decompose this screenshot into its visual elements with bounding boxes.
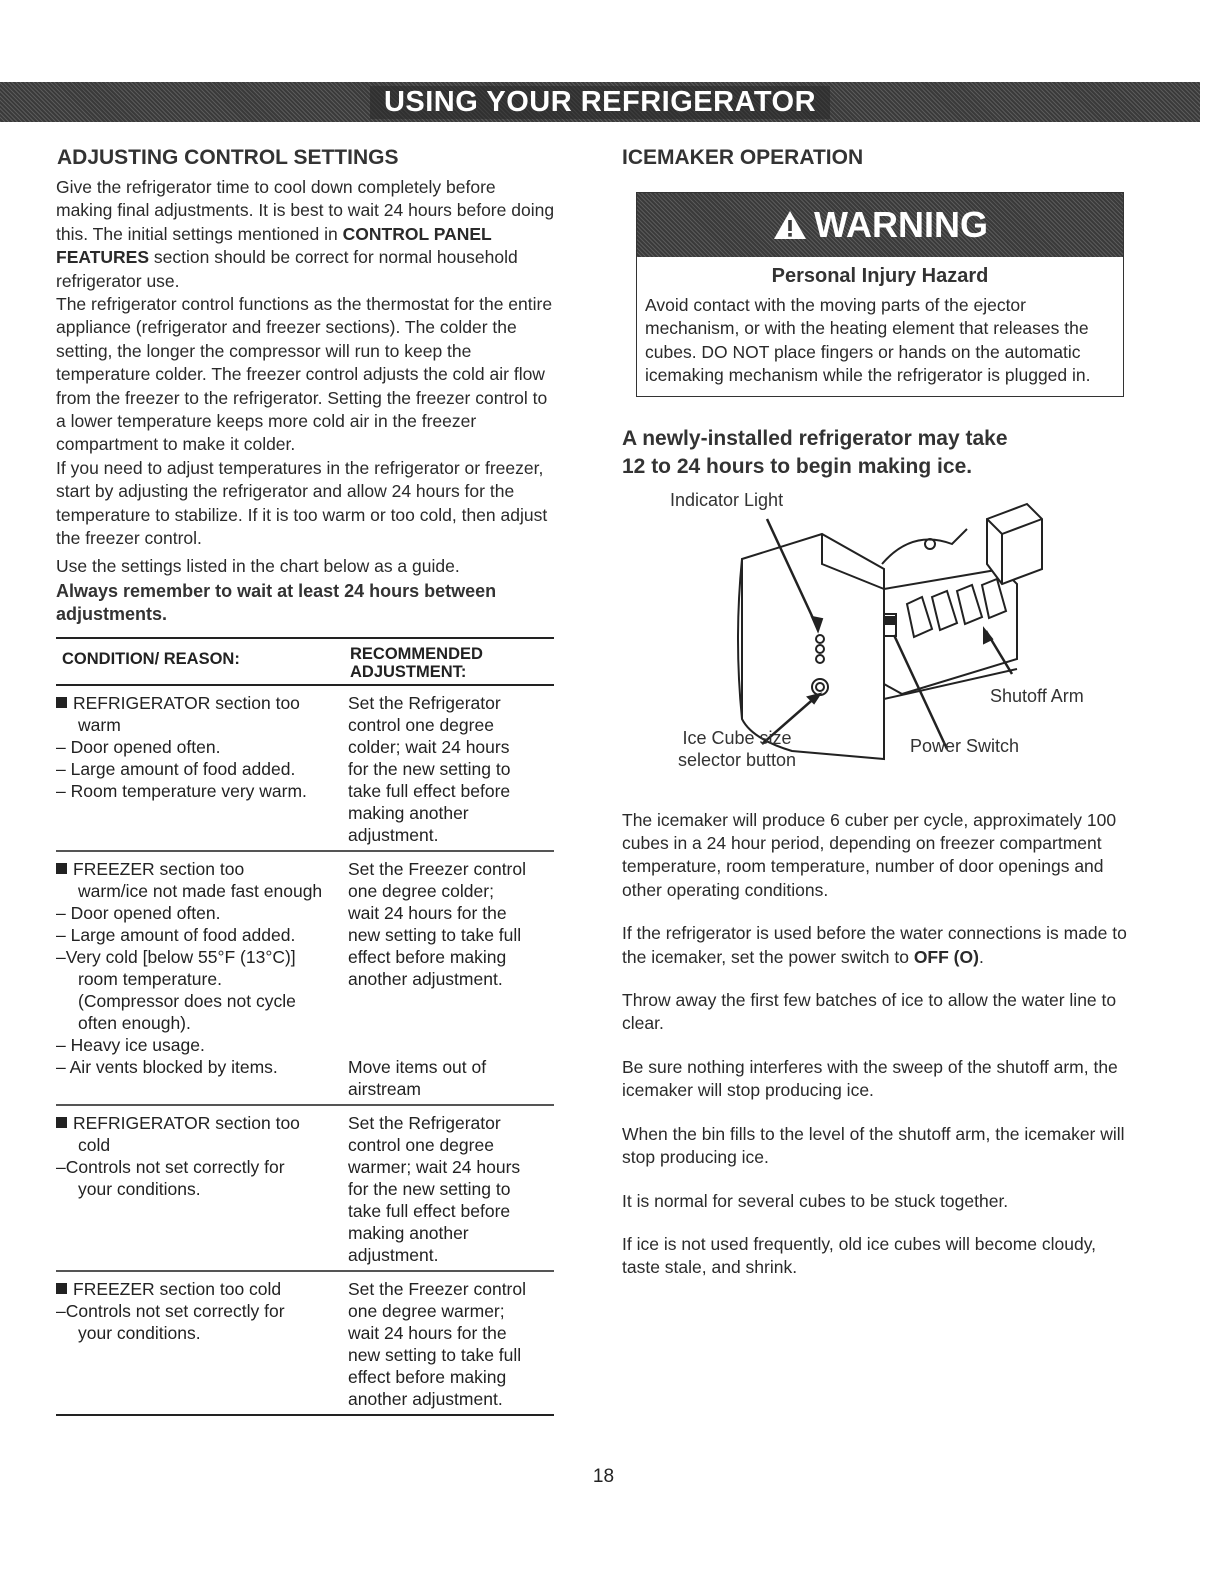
bullet-square-icon bbox=[56, 697, 67, 708]
table-row bbox=[56, 852, 554, 1106]
bullet-square-icon bbox=[56, 1283, 67, 1294]
condition-line: – Door opened often. bbox=[56, 736, 221, 757]
adjustment-line: adjustment. bbox=[348, 824, 439, 845]
intro-text: Give the refrigerator time to cool down completely before making final adjustments. It is best to wait 24 hours before doing this. The initial settings mentioned in bbox=[56, 177, 555, 244]
control-panel-ref: CONTROL PANEL FEATURES bbox=[56, 223, 492, 268]
col-adjustment-header bbox=[350, 645, 483, 681]
adjustment-line: wait 24 hours for the bbox=[348, 1322, 507, 1343]
icemaker-notes bbox=[622, 809, 1132, 1280]
bin-fill-paragraph: When the bin fills to the level of the shutoff arm, the icemaker will stop producing ice. bbox=[622, 1123, 1125, 1168]
power-switch-paragraph bbox=[622, 922, 1132, 969]
left-column bbox=[56, 146, 556, 1416]
cycle-paragraph: The icemaker will produce 6 cuber per cycle, approximately 100 cubes in a 24 hour period, depending on freezer compartment temperature, room temperature, number of door openings and other operating conditions. bbox=[622, 809, 1117, 900]
adjustment-line: Set the Refrigerator bbox=[348, 1112, 501, 1133]
adjustment-line: Set the Refrigerator bbox=[348, 692, 501, 713]
ice-cube-size-label-line1: Ice Cube size bbox=[682, 727, 792, 748]
condition-line: warm/ice not made fast enough bbox=[78, 880, 323, 901]
warning-body bbox=[637, 257, 1123, 396]
adjustment-line: control one degree bbox=[348, 1134, 494, 1155]
condition-line: your conditions. bbox=[78, 1322, 201, 1343]
bullet-square-icon bbox=[56, 863, 67, 874]
old-ice-paragraph: If ice is not used frequently, old ice cubes will become cloudy, taste stale, and shrink. bbox=[622, 1233, 1097, 1278]
warning-triangle-icon bbox=[772, 209, 808, 241]
adjustment-line: airstream bbox=[348, 1078, 421, 1099]
adjustment-line: one degree colder; bbox=[348, 880, 494, 901]
condition-line: often enough). bbox=[78, 1012, 191, 1033]
table-row bbox=[56, 1106, 554, 1272]
page-number: 18 bbox=[592, 1466, 615, 1487]
adjustment-line: another adjustment. bbox=[348, 1388, 503, 1409]
condition-line: – Room temperature very warm. bbox=[56, 780, 307, 801]
intro-text-end: section should be correct for normal household refrigerator use. bbox=[56, 247, 518, 291]
thermostat-paragraph: The refrigerator control functions as the thermostat for the entire appliance (refrigerator and freezer sections). The colder the setting, the longer the compressor will run to keep the temperature colder. The freezer control adjusts the cold air flow from the freezer to the refrigerator. Setting the freezer control to a lower temperature keeps more cold air in the freezer compartment to make it colder. bbox=[56, 294, 553, 455]
stuck-cubes-paragraph: It is normal for several cubes to be stuck together. bbox=[622, 1190, 1009, 1211]
adjustment-line: new setting to take full bbox=[348, 924, 522, 945]
adjustment-cell bbox=[344, 858, 554, 1100]
intro-paragraph bbox=[56, 176, 556, 293]
condition-line: room temperature. bbox=[78, 968, 222, 989]
adjust-paragraph: If you need to adjust temperatures in the refrigerator or freezer, start by adjusting the refrigerator and allow 24 hours for the temperature to stabilize. If it is too warm or too cold, then adjust the freezer control. bbox=[56, 457, 548, 549]
condition-line: – Heavy ice usage. bbox=[56, 1034, 205, 1055]
adjustment-line: new setting to take full bbox=[348, 1344, 522, 1365]
warning-title: WARNING bbox=[814, 204, 988, 245]
condition-line: REFRIGERATOR section too bbox=[56, 692, 344, 714]
adjustment-line: one degree warmer; bbox=[348, 1300, 505, 1321]
adjustment-line: colder; wait 24 hours bbox=[348, 736, 510, 757]
icemaker-diagram bbox=[622, 489, 1132, 809]
adjusting-heading: ADJUSTING CONTROL SETTINGS bbox=[57, 146, 399, 169]
condition-cell bbox=[56, 858, 344, 1100]
condition-line: cold bbox=[78, 1134, 111, 1155]
condition-cell bbox=[56, 692, 344, 846]
condition-line: –Very cold [below 55°F (13°C)] bbox=[56, 946, 296, 967]
condition-line: FREEZER section too cold bbox=[56, 1278, 344, 1300]
condition-line: – Door opened often. bbox=[56, 902, 221, 923]
col-adjustment-line1: RECOMMENDED bbox=[350, 644, 483, 663]
adjustment-cell bbox=[344, 692, 554, 846]
adjustment-line: effect before making bbox=[348, 946, 507, 967]
adjustment-line: another adjustment. bbox=[348, 968, 503, 989]
condition-cell bbox=[56, 1112, 344, 1266]
adjustment-line: Move items out of bbox=[348, 1056, 487, 1077]
adjustment-line: take full effect before bbox=[348, 1200, 511, 1221]
condition-line: –Controls not set correctly for bbox=[56, 1156, 285, 1177]
condition-line: (Compressor does not cycle bbox=[78, 990, 296, 1011]
guide-paragraph: Use the settings listed in the chart below as a guide. bbox=[56, 555, 460, 576]
install-tip-line1: A newly-installed refrigerator may take bbox=[622, 426, 1008, 450]
right-column bbox=[622, 146, 1132, 1300]
table-header bbox=[56, 639, 554, 686]
first-batches-paragraph: Throw away the first few batches of ice to allow the water line to clear. bbox=[622, 990, 1117, 1034]
ice-cube-size-label bbox=[678, 727, 796, 771]
install-tip-line2: 12 to 24 hours to begin making ice. bbox=[622, 454, 973, 478]
install-tip bbox=[622, 425, 1132, 481]
ice-cube-size-label-line2: selector button bbox=[678, 749, 797, 770]
adjustment-line: Set the Freezer control bbox=[348, 858, 526, 879]
adjustment-line: for the new setting to bbox=[348, 1178, 511, 1199]
table-row bbox=[56, 1272, 554, 1416]
adjustment-gap bbox=[348, 990, 554, 1056]
adjustment-line: for the new setting to bbox=[348, 758, 511, 779]
icemaker-heading: ICEMAKER OPERATION bbox=[622, 146, 864, 169]
bullet-square-icon bbox=[56, 1117, 67, 1128]
adjustment-line: wait 24 hours for the bbox=[348, 902, 507, 923]
off-setting: OFF (O) bbox=[913, 946, 979, 967]
adjustment-cell bbox=[344, 1112, 554, 1266]
table-row bbox=[56, 686, 554, 852]
condition-line: warm bbox=[78, 714, 121, 735]
shutoff-arm-label: Shutoff Arm bbox=[990, 685, 1084, 706]
condition-line: your conditions. bbox=[78, 1178, 201, 1199]
power-switch-text-end: . bbox=[978, 946, 984, 967]
sweep-paragraph: Be sure nothing interferes with the sweep of the shutoff arm, the icemaker will stop producing ice. bbox=[622, 1056, 1118, 1101]
section-title: USING YOUR REFRIGERATOR bbox=[370, 86, 830, 119]
col-adjustment-line2: ADJUSTMENT: bbox=[350, 662, 467, 681]
warning-box bbox=[636, 192, 1124, 397]
warning-subtitle: Personal Injury Hazard bbox=[771, 265, 989, 287]
warning-text: Avoid contact with the moving parts of the ejector mechanism, or with the heating element that releases the cubes. DO NOT place fingers or hands on the automatic icemaking mechanism while the refrigerator is plugged in. bbox=[645, 295, 1091, 386]
indicator-light-label: Indicator Light bbox=[670, 489, 784, 510]
condition-line: FREEZER section too bbox=[56, 858, 344, 880]
adjustment-line: making another bbox=[348, 1222, 469, 1243]
section-banner bbox=[0, 82, 1200, 122]
adjustment-line: Set the Freezer control bbox=[348, 1278, 526, 1299]
condition-line: –Controls not set correctly for bbox=[56, 1300, 285, 1321]
condition-cell bbox=[56, 1278, 344, 1410]
reminder-paragraph: Always remember to wait at least 24 hours between adjustments. bbox=[56, 580, 497, 625]
adjustment-line: warmer; wait 24 hours bbox=[348, 1156, 521, 1177]
col-condition-header: CONDITION/ REASON: bbox=[62, 649, 240, 668]
power-switch-label: Power Switch bbox=[910, 735, 1020, 756]
adjustment-line: take full effect before bbox=[348, 780, 511, 801]
settings-table bbox=[56, 637, 554, 1416]
adjustment-line: control one degree bbox=[348, 714, 494, 735]
adjustment-line: adjustment. bbox=[348, 1244, 439, 1265]
adjustment-cell bbox=[344, 1278, 554, 1410]
condition-line: – Large amount of food added. bbox=[56, 758, 296, 779]
adjustment-line: effect before making bbox=[348, 1366, 507, 1387]
power-switch-text: If the refrigerator is used before the water connections is made to the icemaker, set the power switch to bbox=[622, 923, 1127, 967]
condition-line: – Large amount of food added. bbox=[56, 924, 296, 945]
condition-line: – Air vents blocked by items. bbox=[56, 1056, 278, 1077]
warning-header bbox=[637, 193, 1123, 257]
adjustment-line: making another bbox=[348, 802, 469, 823]
condition-line: REFRIGERATOR section too bbox=[56, 1112, 344, 1134]
